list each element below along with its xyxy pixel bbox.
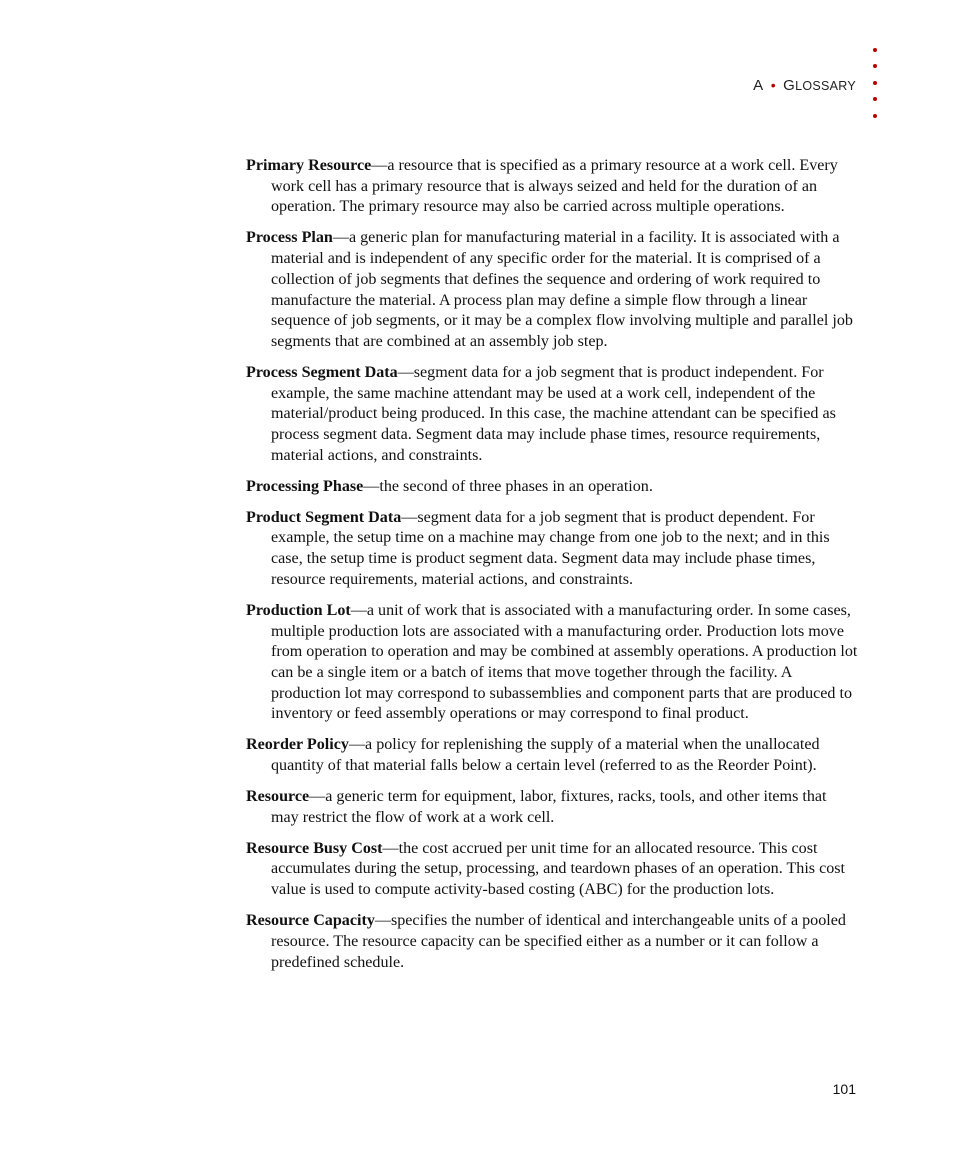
glossary-definition: —segment data for a job segment that is product dependent. For example, the setup time on a machine may change from one job to the next; and in this case, the setup time is product segment data. Segment data may include phase times, resource requirements, material actions, and constraints.	[271, 508, 830, 588]
glossary-definition: —a generic plan for manufacturing material in a facility. It is associated with a material and is independent of any specific order for the material. It is comprised of a collection of job segments that defines the sequence and ordering of work required to manufacture the material. A process plan may define a simple flow through a linear sequence of job segments, or it may be a complex flow involving multiple and parallel job segments that are combined at an assembly job step.	[271, 229, 853, 350]
glossary-term: Resource Busy Cost	[246, 839, 383, 857]
header-separator-bullet: •	[770, 77, 776, 93]
glossary-term: Resource	[246, 788, 310, 806]
glossary-entry	[246, 508, 858, 591]
glossary-entry	[246, 839, 858, 901]
appendix-letter: A	[753, 77, 764, 94]
page-number: 101	[832, 1081, 856, 1097]
glossary-entry	[246, 363, 858, 467]
glossary-entry	[246, 787, 858, 828]
dot-icon	[873, 97, 877, 101]
glossary-list	[246, 156, 858, 984]
header-title-rest: LOSSARY	[795, 79, 856, 93]
glossary-definition: —the cost accrued per unit time for an allocated resource. This cost accumulates during the setup, processing, and teardown phases of an operation. This cost value is used to compute activity-based costing (ABC) for the production lots.	[271, 839, 846, 899]
glossary-definition: —specifies the number of identical and interchangeable units of a pooled resource. The resource capacity can be specified either as a number or it can follow a predefined schedule.	[271, 912, 846, 971]
glossary-entry	[246, 228, 858, 352]
header-title-initial: G	[783, 77, 796, 94]
running-header	[753, 77, 856, 94]
dot-icon	[873, 64, 877, 68]
glossary-term: Process Segment Data	[246, 363, 398, 381]
glossary-entry	[246, 911, 858, 973]
glossary-entry	[246, 477, 858, 498]
glossary-definition: —the second of three phases in an operation.	[363, 477, 653, 495]
glossary-definition: —segment data for a job segment that is product independent. For example, the same machine attendant may be used at a work cell, independent of the material/product being produced. In this case, the machine attendant can be specified as process segment data. Segment data may include phase times, resource requirements, material actions, and constraints.	[271, 363, 836, 464]
dot-icon	[873, 48, 877, 52]
glossary-definition: —a unit of work that is associated with a manufacturing order. In some cases, multiple production lots are associated with a manufacturing order. Production lots move from operation to operation and may be combined at assembly operations. A production lot can be a single item or a batch of items that move together through the facility. A production lot may correspond to subassemblies and component parts that are produced to inventory or feed assembly operations or may correspond to final product.	[271, 601, 858, 723]
glossary-definition: —a generic term for equipment, labor, fixtures, racks, tools, and other items that may restrict the flow of work at a work cell.	[271, 788, 827, 826]
margin-dots-decoration	[873, 48, 883, 130]
glossary-term: Production Lot	[246, 601, 351, 619]
dot-icon	[873, 81, 877, 85]
glossary-term: Process Plan	[246, 229, 333, 247]
glossary-term: Processing Phase	[246, 477, 364, 495]
glossary-entry	[246, 601, 858, 725]
glossary-term: Resource Capacity	[246, 912, 375, 930]
glossary-term: Primary Resource	[246, 157, 372, 174]
glossary-entry	[246, 156, 858, 218]
dot-icon	[873, 114, 877, 118]
glossary-definition: —a resource that is specified as a primary resource at a work cell. Every work cell has a primary resource that is always seized and held for the duration of an operation. The primary resource may also be carried across multiple operations.	[271, 157, 838, 216]
glossary-definition: —a policy for replenishing the supply of a material when the unallocated quantity of that material falls below a certain level (referred to as the Reorder Point).	[271, 736, 820, 775]
glossary-term: Product Segment Data	[246, 508, 402, 526]
glossary-term: Reorder Policy	[246, 736, 349, 754]
glossary-entry	[246, 735, 858, 776]
